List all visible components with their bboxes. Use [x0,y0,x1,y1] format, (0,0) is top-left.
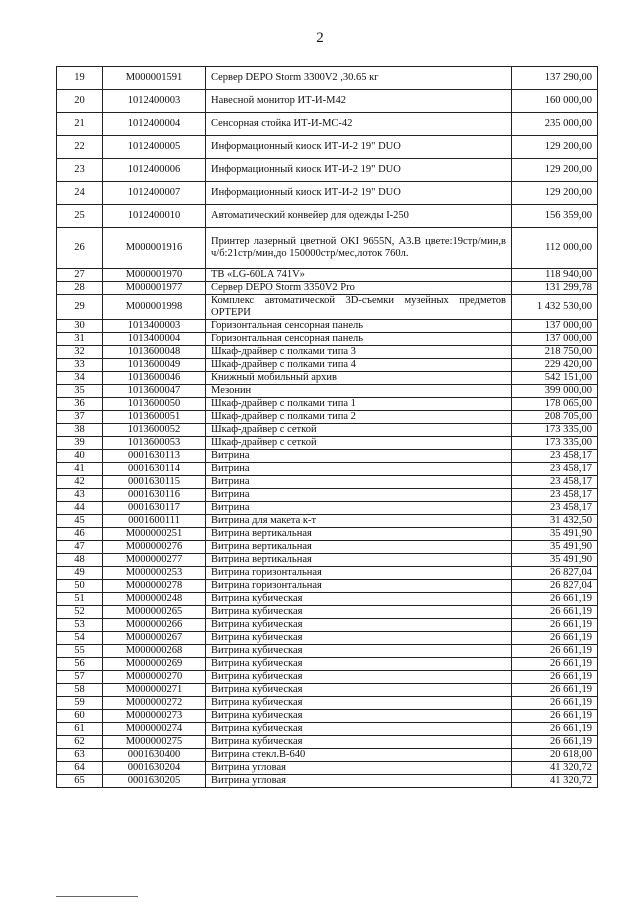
inventory-code-cell: 0001630117 [103,502,206,515]
table-row [57,424,598,437]
inventory-code-cell: 0001630116 [103,489,206,502]
table-row [57,541,598,554]
inventory-code-cell: М000000270 [103,671,206,684]
row-number-cell: 36 [57,398,103,411]
footnote-divider [56,896,138,897]
item-name-cell: Витрина угловая [206,775,512,788]
row-number-cell: 21 [57,113,103,136]
item-name-cell: Витрина кубическая [206,658,512,671]
inventory-code-cell: М000000265 [103,606,206,619]
price-cell: 23 458,17 [512,476,598,489]
price-cell: 131 299,78 [512,282,598,295]
item-name-cell: Витрина кубическая [206,684,512,697]
row-number-cell: 65 [57,775,103,788]
row-number-cell: 24 [57,182,103,205]
row-number-cell: 26 [57,228,103,269]
item-name-cell: Горизонтальная сенсорная панель [206,333,512,346]
row-number-cell: 30 [57,320,103,333]
price-cell: 26 661,19 [512,619,598,632]
item-name-cell: Сервер DEPO Storm 3350V2 Pro [206,282,512,295]
row-number-cell: 48 [57,554,103,567]
price-cell: 26 661,19 [512,671,598,684]
table-row [57,463,598,476]
row-number-cell: 37 [57,411,103,424]
table-row [57,580,598,593]
inventory-code-cell: 1012400007 [103,182,206,205]
table-row [57,476,598,489]
price-cell: 35 491,90 [512,541,598,554]
table-row [57,90,598,113]
inventory-code-cell: 1012400006 [103,159,206,182]
row-number-cell: 54 [57,632,103,645]
inventory-code-cell: 0001630204 [103,762,206,775]
row-number-cell: 20 [57,90,103,113]
row-number-cell: 55 [57,645,103,658]
table-row [57,411,598,424]
inventory-code-cell: М000000251 [103,528,206,541]
inventory-code-cell: 1013400004 [103,333,206,346]
inventory-code-cell: 1013600052 [103,424,206,437]
table-row [57,762,598,775]
item-name-cell: Автоматический конвейер для одежды I-250 [206,205,512,228]
price-cell: 23 458,17 [512,463,598,476]
item-name-cell: Витрина кубическая [206,697,512,710]
table-row [57,269,598,282]
table-row [57,295,598,320]
row-number-cell: 44 [57,502,103,515]
price-cell: 235 000,00 [512,113,598,136]
table-row [57,282,598,295]
inventory-code-cell: 1012400010 [103,205,206,228]
inventory-code-cell: 1013600050 [103,398,206,411]
inventory-code-cell: 1013600047 [103,385,206,398]
item-name-cell: Витрина кубическая [206,736,512,749]
table-row [57,697,598,710]
table-row [57,606,598,619]
price-cell: 20 618,00 [512,749,598,762]
row-number-cell: 33 [57,359,103,372]
row-number-cell: 46 [57,528,103,541]
price-cell: 137 290,00 [512,67,598,90]
row-number-cell: 47 [57,541,103,554]
inventory-code-cell: М000000276 [103,541,206,554]
price-cell: 26 661,19 [512,736,598,749]
item-name-cell: Витрина кубическая [206,619,512,632]
price-cell: 23 458,17 [512,489,598,502]
inventory-code-cell: М000000277 [103,554,206,567]
inventory-code-cell: М000000278 [103,580,206,593]
table-row [57,182,598,205]
item-name-cell: ТВ «LG-60LA 741V» [206,269,512,282]
inventory-code-cell: М000000266 [103,619,206,632]
price-cell: 173 335,00 [512,424,598,437]
price-cell: 1 432 530,00 [512,295,598,320]
price-cell: 26 661,19 [512,684,598,697]
price-cell: 208 705,00 [512,411,598,424]
inventory-code-cell: М000000268 [103,645,206,658]
item-name-cell: Сенсорная стойка ИТ-И-МС-42 [206,113,512,136]
row-number-cell: 23 [57,159,103,182]
table-row [57,528,598,541]
price-cell: 156 359,00 [512,205,598,228]
inventory-code-cell: 1013600053 [103,437,206,450]
item-name-cell: Витрина горизонтальная [206,567,512,580]
row-number-cell: 39 [57,437,103,450]
inventory-code-cell: М000001970 [103,269,206,282]
row-number-cell: 52 [57,606,103,619]
row-number-cell: 42 [57,476,103,489]
item-name-cell: Информационный киоск ИТ-И-2 19" DUO [206,159,512,182]
inventory-code-cell: М000000267 [103,632,206,645]
row-number-cell: 56 [57,658,103,671]
row-number-cell: 40 [57,450,103,463]
inventory-code-cell: М000000273 [103,710,206,723]
item-name-cell: Витрина стекл.В-640 [206,749,512,762]
table-row [57,658,598,671]
table-row [57,736,598,749]
inventory-code-cell: 1013400003 [103,320,206,333]
table-row [57,502,598,515]
item-name-cell: Витрина кубическая [206,710,512,723]
inventory-code-cell: М000000269 [103,658,206,671]
row-number-cell: 63 [57,749,103,762]
item-name-cell: Мезонин [206,385,512,398]
item-name-cell: Витрина кубическая [206,593,512,606]
item-name-cell: Витрина для макета к-т [206,515,512,528]
row-number-cell: 27 [57,269,103,282]
table-row [57,320,598,333]
row-number-cell: 28 [57,282,103,295]
row-number-cell: 49 [57,567,103,580]
inventory-code-cell: М000001591 [103,67,206,90]
inventory-code-cell: М000001998 [103,295,206,320]
inventory-table [56,66,598,788]
row-number-cell: 35 [57,385,103,398]
table-row [57,450,598,463]
inventory-code-cell: М000000272 [103,697,206,710]
table-row [57,749,598,762]
item-name-cell: Витрина [206,502,512,515]
inventory-code-cell: М000001916 [103,228,206,269]
table-row [57,67,598,90]
price-cell: 118 940,00 [512,269,598,282]
price-cell: 23 458,17 [512,502,598,515]
page-number: 2 [316,30,324,46]
item-name-cell: Витрина [206,463,512,476]
item-name-cell: Витрина [206,450,512,463]
item-name-cell: Комплекс автоматической 3D-съемки музейных предметов ОРТЕРИ [206,295,512,320]
item-name-cell: Книжный мобильный архив [206,372,512,385]
item-name-cell: Принтер лазерный цветной OKI 9655N, А3.В цвете:19стр/мин,в ч/б:21стр/мин,до 150000стр/мес,лоток 760л. [206,228,512,269]
table-row [57,437,598,450]
item-name-cell: Шкаф-драйвер с полками типа 1 [206,398,512,411]
inventory-code-cell: М000000275 [103,736,206,749]
table-row [57,645,598,658]
price-cell: 137 000,00 [512,320,598,333]
table-row [57,632,598,645]
price-cell: 26 827,04 [512,567,598,580]
item-name-cell: Витрина кубическая [206,606,512,619]
inventory-table-body [57,67,598,788]
price-cell: 26 661,19 [512,697,598,710]
table-row [57,671,598,684]
item-name-cell: Витрина кубическая [206,645,512,658]
inventory-code-cell: 0001630114 [103,463,206,476]
row-number-cell: 38 [57,424,103,437]
price-cell: 137 000,00 [512,333,598,346]
row-number-cell: 43 [57,489,103,502]
price-cell: 173 335,00 [512,437,598,450]
price-cell: 178 065,00 [512,398,598,411]
row-number-cell: 31 [57,333,103,346]
item-name-cell: Витрина вертикальная [206,528,512,541]
item-name-cell: Шкаф-драйвер с полками типа 4 [206,359,512,372]
item-name-cell: Витрина [206,489,512,502]
row-number-cell: 25 [57,205,103,228]
price-cell: 26 661,19 [512,658,598,671]
inventory-code-cell: М000000248 [103,593,206,606]
table-row [57,372,598,385]
table-row [57,159,598,182]
row-number-cell: 29 [57,295,103,320]
inventory-code-cell: 1013600051 [103,411,206,424]
table-row [57,684,598,697]
price-cell: 229 420,00 [512,359,598,372]
inventory-code-cell: 1013600049 [103,359,206,372]
row-number-cell: 32 [57,346,103,359]
table-row [57,515,598,528]
inventory-code-cell: 0001630113 [103,450,206,463]
item-name-cell: Горизонтальная сенсорная панель [206,320,512,333]
price-cell: 399 000,00 [512,385,598,398]
table-row [57,385,598,398]
item-name-cell: Витрина вертикальная [206,554,512,567]
inventory-code-cell: М000000253 [103,567,206,580]
price-cell: 542 151,00 [512,372,598,385]
row-number-cell: 41 [57,463,103,476]
inventory-code-cell: 0001630115 [103,476,206,489]
row-number-cell: 22 [57,136,103,159]
table-row [57,398,598,411]
table-row [57,346,598,359]
price-cell: 26 661,19 [512,632,598,645]
row-number-cell: 64 [57,762,103,775]
price-cell: 26 661,19 [512,723,598,736]
row-number-cell: 51 [57,593,103,606]
table-row [57,136,598,159]
inventory-code-cell: 1012400004 [103,113,206,136]
price-cell: 218 750,00 [512,346,598,359]
item-name-cell: Витрина горизонтальная [206,580,512,593]
inventory-code-cell: М000001977 [103,282,206,295]
price-cell: 160 000,00 [512,90,598,113]
inventory-code-cell: 1013600046 [103,372,206,385]
inventory-code-cell: М000000274 [103,723,206,736]
item-name-cell: Навесной монитор ИТ-И-М42 [206,90,512,113]
inventory-code-cell: 0001630400 [103,749,206,762]
table-row [57,775,598,788]
row-number-cell: 61 [57,723,103,736]
item-name-cell: Сервер DEPO Storm 3300V2 ,30.65 кг [206,67,512,90]
item-name-cell: Витрина вертикальная [206,541,512,554]
table-row [57,554,598,567]
table-row [57,710,598,723]
price-cell: 26 661,19 [512,606,598,619]
price-cell: 26 661,19 [512,710,598,723]
table-row [57,593,598,606]
price-cell: 41 320,72 [512,775,598,788]
price-cell: 129 200,00 [512,159,598,182]
row-number-cell: 45 [57,515,103,528]
inventory-code-cell: 1012400005 [103,136,206,159]
row-number-cell: 53 [57,619,103,632]
table-row [57,567,598,580]
price-cell: 112 000,00 [512,228,598,269]
row-number-cell: 57 [57,671,103,684]
row-number-cell: 50 [57,580,103,593]
item-name-cell: Информационный киоск ИТ-И-2 19" DUO [206,136,512,159]
price-cell: 23 458,17 [512,450,598,463]
table-row [57,333,598,346]
price-cell: 35 491,90 [512,528,598,541]
item-name-cell: Витрина кубическая [206,723,512,736]
price-cell: 31 432,50 [512,515,598,528]
price-cell: 26 661,19 [512,593,598,606]
inventory-code-cell: 0001600111 [103,515,206,528]
table-row [57,205,598,228]
inventory-code-cell: 1012400003 [103,90,206,113]
item-name-cell: Шкаф-драйвер с сеткой [206,424,512,437]
price-cell: 129 200,00 [512,182,598,205]
inventory-code-cell: М000000271 [103,684,206,697]
price-cell: 129 200,00 [512,136,598,159]
item-name-cell: Шкаф-драйвер с полками типа 2 [206,411,512,424]
table-row [57,359,598,372]
row-number-cell: 58 [57,684,103,697]
item-name-cell: Информационный киоск ИТ-И-2 19" DUO [206,182,512,205]
item-name-cell: Витрина кубическая [206,671,512,684]
inventory-code-cell: 0001630205 [103,775,206,788]
row-number-cell: 62 [57,736,103,749]
table-row [57,489,598,502]
row-number-cell: 34 [57,372,103,385]
inventory-code-cell: 1013600048 [103,346,206,359]
item-name-cell: Шкаф-драйвер с полками типа 3 [206,346,512,359]
item-name-cell: Шкаф-драйвер с сеткой [206,437,512,450]
price-cell: 26 661,19 [512,645,598,658]
table-row [57,113,598,136]
row-number-cell: 59 [57,697,103,710]
item-name-cell: Витрина кубическая [206,632,512,645]
price-cell: 35 491,90 [512,554,598,567]
price-cell: 41 320,72 [512,762,598,775]
item-name-cell: Витрина [206,476,512,489]
table-row [57,619,598,632]
row-number-cell: 60 [57,710,103,723]
row-number-cell: 19 [57,67,103,90]
table-row [57,228,598,269]
item-name-cell: Витрина угловая [206,762,512,775]
table-row [57,723,598,736]
price-cell: 26 827,04 [512,580,598,593]
